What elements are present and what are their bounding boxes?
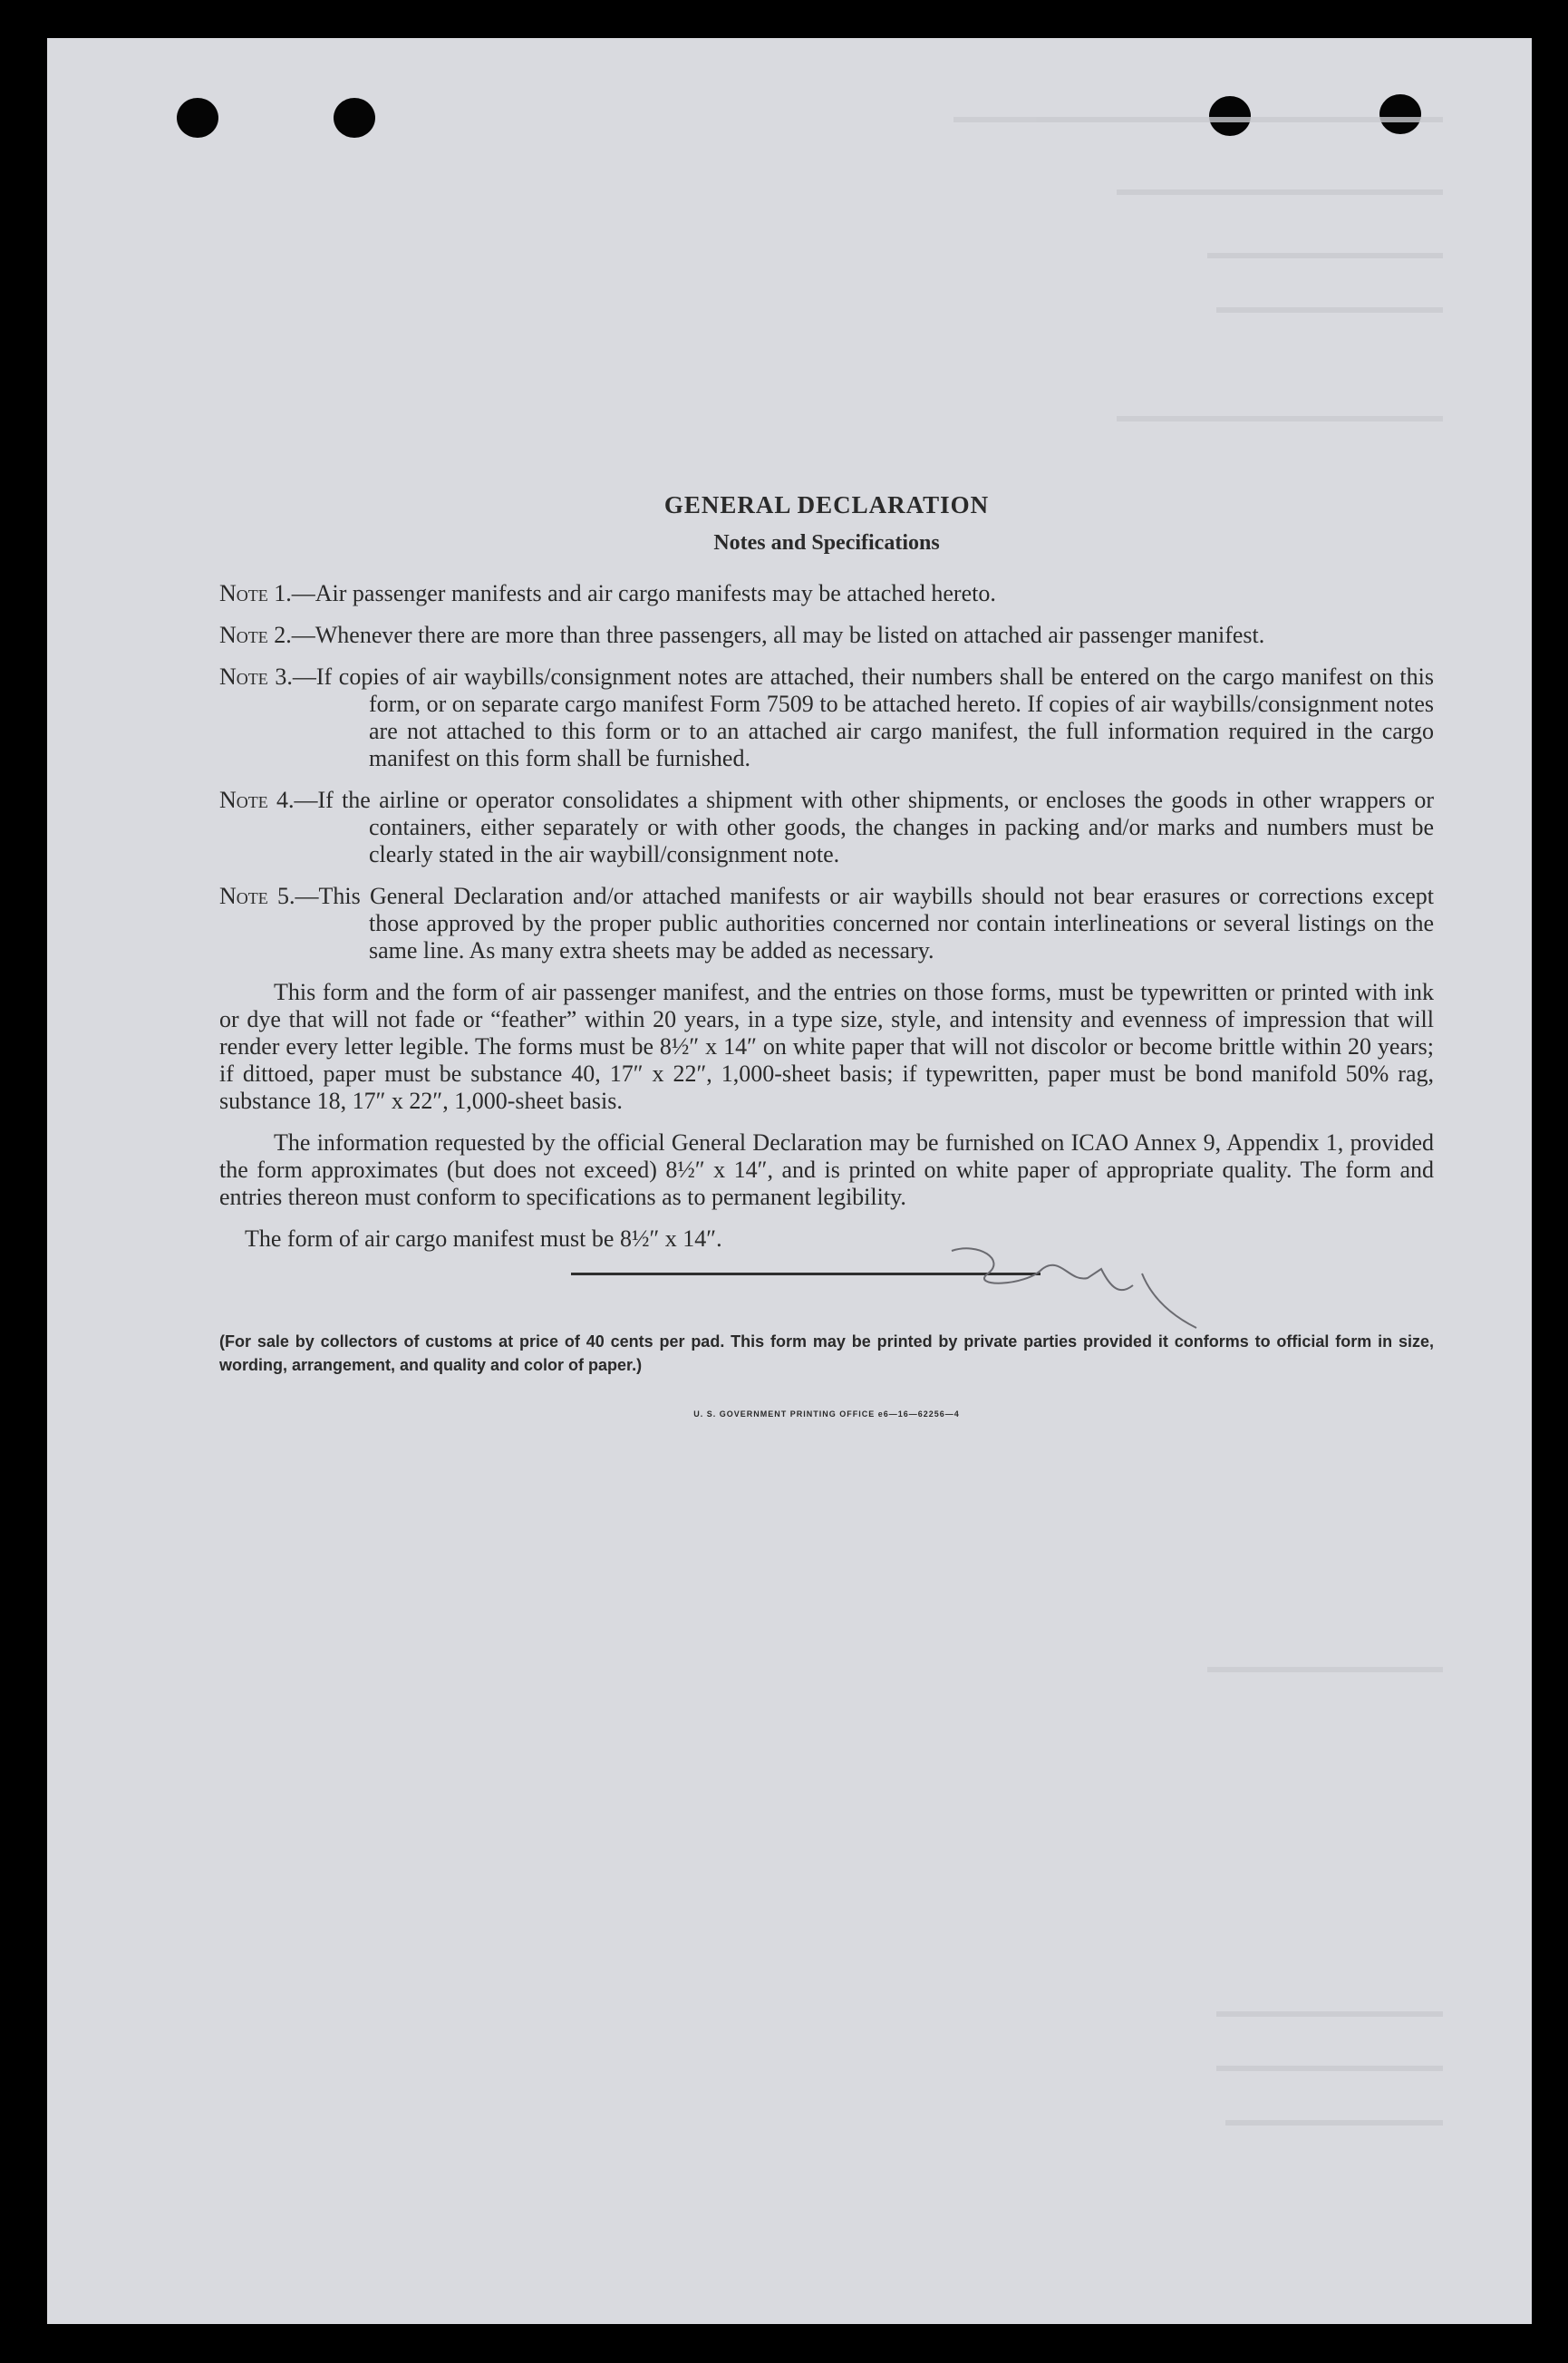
note-2-text: —Whenever there are more than three passengers, all may be listed on attached air passenger manifest. [291,622,1265,648]
note-5-label: Note 5. [219,883,295,909]
declaration-notes [219,491,1434,1428]
note-4-label: Note 4. [219,787,295,813]
handwritten-signature [943,1233,1215,1332]
signature-line [571,1273,1040,1275]
note-3-text: —If copies of air waybills/consignment notes are attached, their numbers shall be entered on the cargo manifest on this form, or on separate cargo manifest Form 7509 to be attached hereto. If copies of air waybills/consignment notes are not attached to this form or to an attached air cargo manifest, the full information required in the cargo manifest on this form shall be furnished. [292,663,1435,771]
document-subtitle: Notes and Specifications [713,531,940,555]
note-4-text: —If the airline or operator consolidates a shipment with other shipments, or encloses the goods in other wrappers or containers, either separately or with other goods, the changes in packing and/or marks and numbers must be clearly stated in the air waybill/consignment note. [294,787,1434,867]
note-3 [219,663,1434,772]
note-1 [219,580,1434,607]
note-1-text: —Air passenger manifests and air cargo manifests may be attached hereto. [291,580,996,606]
note-5-text: —This General Declaration and/or attached manifests or air waybills should not bear erasures or corrections except those approved by the proper public authorities concerned nor contain interlineations or several listings on the same line. As many extra sheets may be added as necessary. [295,883,1435,964]
document-title: GENERAL DECLARATION [663,491,990,518]
icao-annex-paragraph: The information requested by the official General Declaration may be furnished on ICAO Annex 9, Appendix 1, provided the form approximates (but does not exceed) 8½″ x 14″, and is printed on white paper of appropriate quality. The form and entries thereon must conform to specifications as to permanent legibility. [219,1129,1434,1210]
note-3-label: Note 3. [219,663,293,690]
note-5 [219,883,1434,964]
note-1-label: Note 1. [219,580,292,606]
note-4 [219,787,1434,868]
note-2 [219,622,1434,649]
sale-note: (For sale by collectors of customs at price of 40 cents per pad. This form may be printed by private parties provided it conforms to official form in size, wording, arrangement, and quality and color of paper.) [219,1332,1434,1374]
paper-requirements-paragraph: This form and the form of air passenger manifest, and the entries on those forms, must be typewritten or printed with ink or dye that will not fade or “feather” within 20 years, in a type size, style, and intensity and evenness of impression that will render every letter legible. The forms must be 8½″ x 14″ on white paper that will not discolor or become brittle within 20 years; if dittoed, paper must be substance 40, 17″ x 22″, 1,000-sheet basis; if typewritten, paper must be bond manifold 50% rag, substance 18, 17″ x 22″, 1,000-sheet basis. [219,979,1434,1114]
document-page [47,38,1532,2324]
cargo-manifest-size-paragraph: The form of air cargo manifest must be 8½″ x 14″. [245,1225,722,1252]
note-2-label: Note 2. [219,622,292,648]
printing-office-imprint: U. S. GOVERNMENT PRINTING OFFICE e6—16—62256—4 [693,1409,960,1419]
